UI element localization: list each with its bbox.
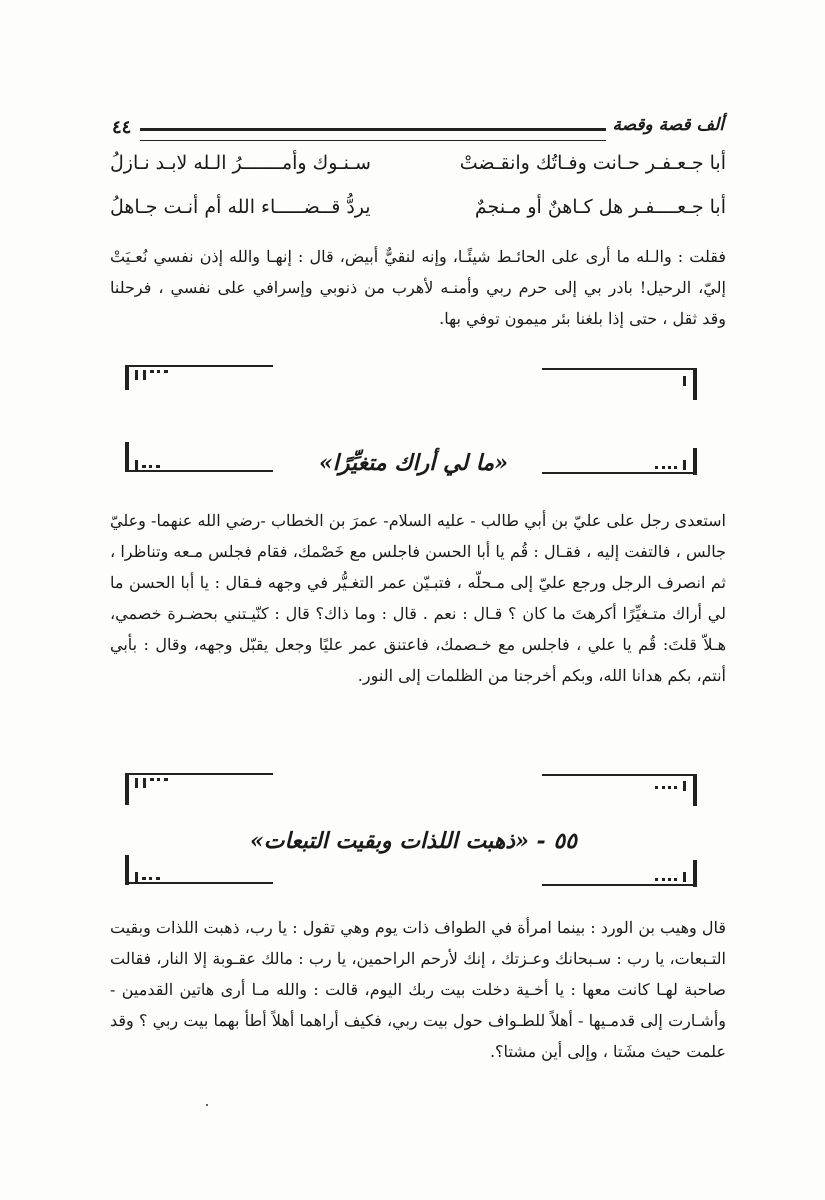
story-paragraph: استعدى رجل على عليّ بن أبي طالب - عليه السلام- عمرَ بن الخطاب -رضي الله عنهما- وعليّ جالس ، فالتفت إليه ، فقـال : قُم يا أبا الحسن فاجلس مع خَصْمك، فقام فجلس مـعه وتناظرا ، ثم انصرف الرجل ورجع عليّ إلى مـحلّه ، فتبـيّن عمر التغـيُّر في وجهه فـقال : يا أبا الحسن ما لي أراك متـغيِّرًا أكرهتَ ما كان ؟ قـال : نعم . قال : وما ذاك؟ قال : كنّيـتني بحضـرة خصمي، هـلاّ قلتَ: قُم يا علي ، فاجلس مع خـصمك، فاعتنق عمر عليًا وجعل يقبّل وجهه، وقال : بأبي أنتم، بكم هدانا الله، وبكم أخرجنا من الظلمات إلى النور. bbox=[110, 511, 726, 685]
poem-verse bbox=[110, 196, 726, 232]
book-title: ألف قصة وقصة bbox=[612, 115, 724, 135]
header-rule bbox=[140, 128, 606, 141]
page-number: ٤٤ bbox=[112, 117, 132, 138]
verse-second-hemistich: سـنـوك وأمـــــــرُ الـله لابـد نـازلُ bbox=[110, 152, 371, 174]
story-paragraph: قال وهيب بن الورد : بينما امرأة في الطواف ذات يوم وهي تقول : يا رب، ذهبت اللذات وبقيت التـبعات، يا رب : سـبحانك وعـزتك ، إنك لأرحم الراحمين، يا رب : مالك عقـوبة إلا النار، فقالت صاحبة لهـا كانت معها : يا أخـية دخلت بيت ربك اليوم، قالت : والله مـا أرى هاتين القدمين - وأشـارت إلى قدمـيها - أهلاً للطـواف حول بيت ربي، فكيف أراهما أهلاً أطأ بهما بيت ربي ؟ وقد علمت حيث مشَتا ، وإلى أين مشتا؟. bbox=[110, 918, 727, 1061]
section-title: ٥٥ - «ذهبت اللذات وبقيت التبعات» bbox=[250, 828, 577, 854]
poem-verse bbox=[110, 152, 726, 188]
verse-first-hemistich: أبا جـعــــفـر هل كـاهنٌ أو مـنجمٌ bbox=[474, 196, 726, 218]
section-title: «ما لي أراك متغيِّرًا» bbox=[319, 450, 508, 476]
page-header bbox=[112, 113, 724, 143]
verse-second-hemistich: يردُّ قــضـــــاء الله أم أنـت جـاهلُ bbox=[110, 196, 371, 218]
ink-dot bbox=[206, 1104, 208, 1106]
story-paragraph: فقلت : والـله ما أرى على الحائـط شيئًـا، وإنه لنقيٌّ أبيض، قال : إنهـا والله إذن نفسي نُعـيَتْ إليّ، الرحيل! بادر بي إلى حرم ربي وأمنـه لأهرب من ذنوبي وإسرافي على نفسي ، فرحلنا وقد ثقل ، حتى إذا بلغنا بئر ميمون توفي بها. bbox=[110, 247, 726, 328]
verse-first-hemistich: أبا جـعـفـر حـانت وفـاتُك وانقـضتْ bbox=[459, 152, 726, 174]
